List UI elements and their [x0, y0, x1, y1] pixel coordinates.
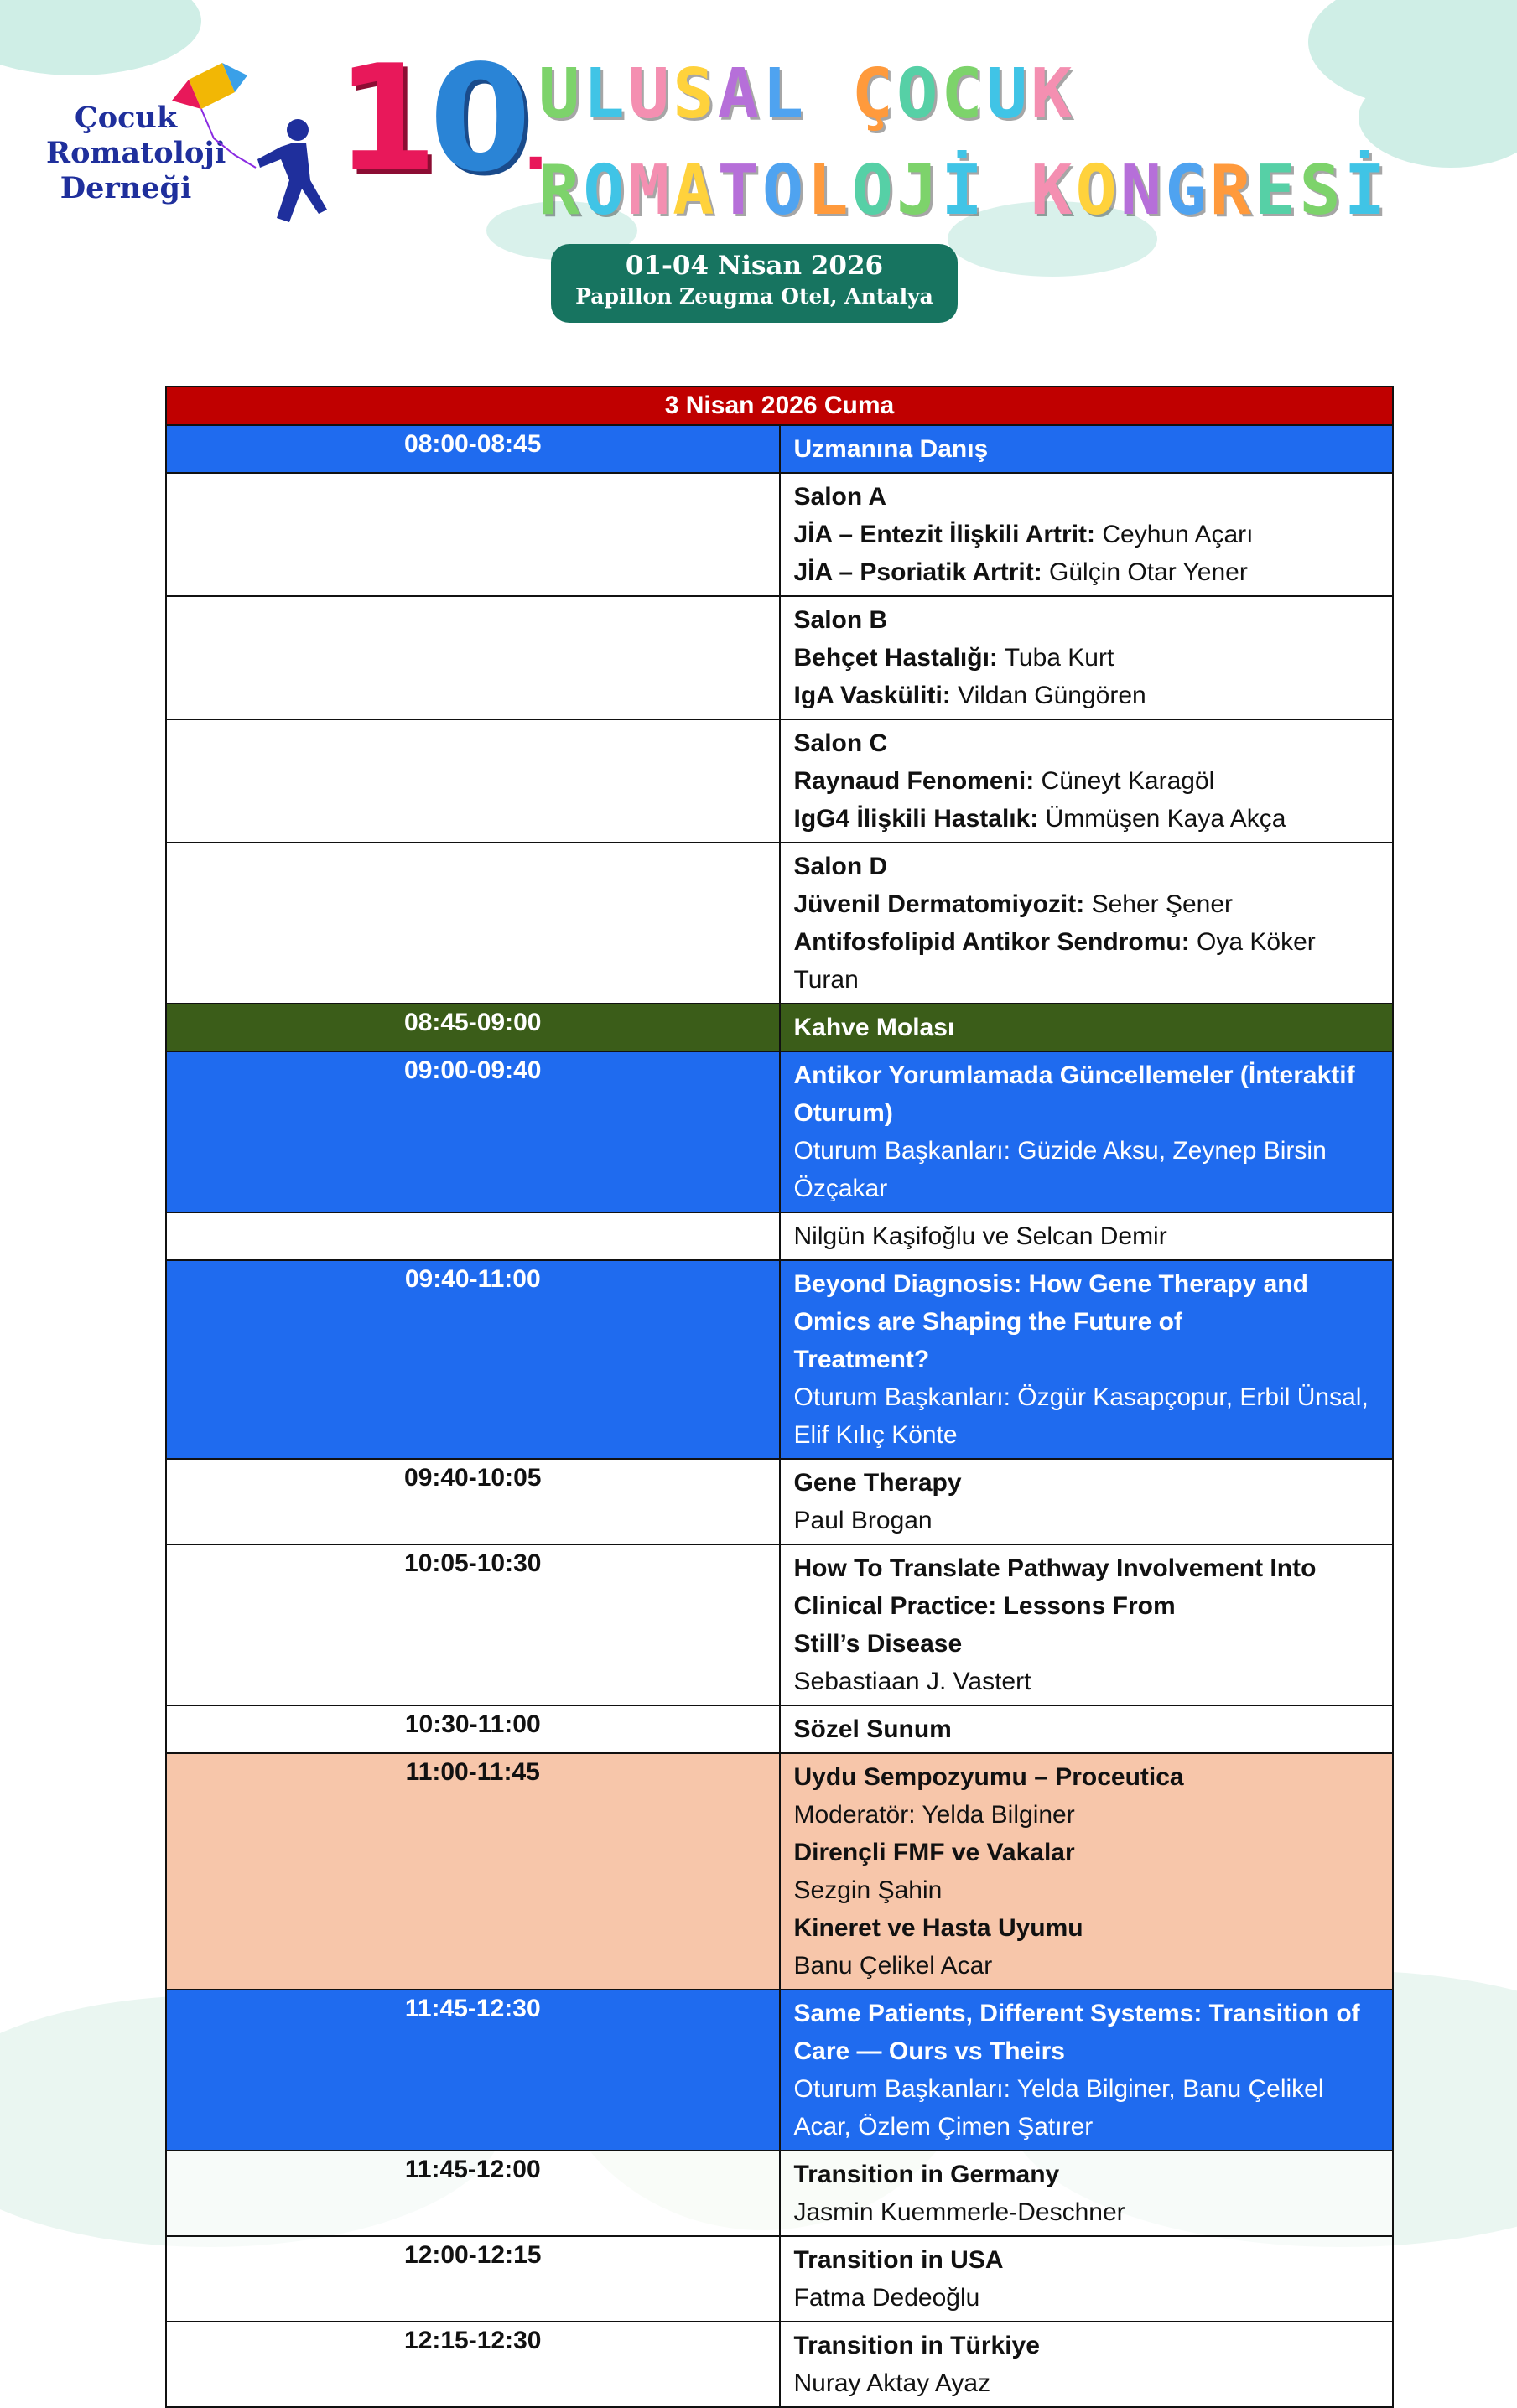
session-line: [794, 1947, 1379, 1985]
session-line: [794, 848, 1379, 885]
session-text: Oya Köker Turan: [793, 928, 1322, 994]
congress-title-line1: ULUSAL ÇOCUK: [538, 54, 1076, 134]
session-text: Oturum Başkanları: Özgür Kasapçopur, Erbil Ünsal, Elif Kılıç Könte: [793, 1383, 1376, 1449]
session-line: [794, 553, 1379, 591]
session-line: [794, 724, 1379, 762]
session-line: [794, 1341, 1379, 1378]
session-time: 12:15-12:30: [166, 2322, 780, 2407]
session-bold-text: Transition in USA: [793, 2246, 1004, 2274]
session-text: Jasmin Kuemmerle-Deschner: [793, 2198, 1125, 2226]
session-line: [794, 923, 1379, 999]
session-time: 10:30-11:00: [166, 1705, 780, 1753]
session-line: [794, 800, 1379, 838]
session-text: Oturum Başkanları: Güzide Aksu, Zeynep Birsin Özçakar: [793, 1137, 1334, 1202]
congress-dates: 01-04 Nisan 2026: [625, 251, 884, 281]
session-content: [780, 719, 1394, 843]
session-text: Ümmüşen Kaya Akça: [1038, 805, 1286, 833]
session-time: [166, 473, 780, 596]
session-time: [166, 719, 780, 843]
session-line: [794, 1834, 1379, 1871]
session-bold-text: Still’s Disease: [793, 1630, 963, 1658]
session-content: [780, 1544, 1394, 1705]
session-text: Nilgün Kaşifoğlu ve Selcan Demir: [793, 1222, 1167, 1250]
schedule-row: [166, 425, 1393, 473]
session-time: 09:40-10:05: [166, 1459, 780, 1544]
session-time: [166, 1212, 780, 1260]
schedule-row: [166, 843, 1393, 1004]
schedule-row: [166, 1260, 1393, 1459]
session-line: [794, 1265, 1379, 1341]
session-bold-text: Salon A: [793, 483, 887, 511]
session-bold-text: Kahve Molası: [793, 1014, 955, 1041]
session-line: [794, 516, 1379, 553]
session-text: Tuba Kurt: [997, 644, 1114, 672]
session-bold-text: Uydu Sempozyumu – Proceutica: [793, 1763, 1184, 1791]
session-line: [794, 639, 1379, 677]
session-line: [794, 1464, 1379, 1502]
schedule-row: [166, 719, 1393, 843]
session-line: [794, 1378, 1379, 1454]
session-line: [794, 1796, 1379, 1834]
schedule-row: [166, 2236, 1393, 2322]
session-line: [794, 1009, 1379, 1046]
session-content: [780, 2151, 1394, 2236]
session-line: [794, 1871, 1379, 1909]
session-content: [780, 1753, 1394, 1990]
session-text: Nuray Aktay Ayaz: [793, 2369, 991, 2397]
session-line: [794, 601, 1379, 639]
session-bold-text: Transition in Türkiye: [793, 2332, 1040, 2359]
session-content: [780, 1459, 1394, 1544]
session-content: [780, 596, 1394, 719]
session-time: [166, 596, 780, 719]
session-bold-text: Antifosfolipid Antikor Sendromu:: [793, 928, 1190, 956]
session-text: Sebastiaan J. Vastert: [793, 1668, 1031, 1695]
session-text: Sezgin Şahin: [793, 1876, 943, 1904]
session-text: Banu Çelikel Acar: [793, 1952, 993, 1980]
schedule-row: [166, 1212, 1393, 1260]
session-line: [794, 1625, 1379, 1663]
day-header: 3 Nisan 2026 Cuma: [166, 387, 1393, 425]
session-line: [794, 1132, 1379, 1207]
session-bold-text: Antikor Yorumlamada Güncellemeler (İnteraktif Oturum): [793, 1061, 1355, 1127]
session-bold-text: Treatment?: [793, 1346, 930, 1373]
date-venue-badge: [551, 244, 958, 323]
session-text: Cüneyt Karagöl: [1034, 767, 1215, 795]
session-time: [166, 843, 780, 1004]
session-text: Vildan Güngören: [950, 682, 1146, 709]
schedule-row: [166, 1990, 1393, 2151]
session-bold-text: Transition in Germany: [793, 2161, 1060, 2188]
session-bold-text: Beyond Diagnosis: How Gene Therapy and Omics are Shaping the Future of: [793, 1270, 1308, 1336]
session-text: Oturum Başkanları: Yelda Bilginer, Banu Çelikel Acar, Özlem Çimen Şatırer: [793, 2075, 1330, 2141]
session-time: 08:45-09:00: [166, 1004, 780, 1051]
session-bold-text: Raynaud Fenomeni:: [793, 767, 1035, 795]
session-bold-text: How To Translate Pathway Involvement Into Clinical Practice: Lessons From: [793, 1554, 1317, 1620]
session-content: [780, 1051, 1394, 1212]
session-time: 12:00-12:15: [166, 2236, 780, 2322]
session-text: Paul Brogan: [793, 1507, 933, 1534]
schedule-row: [166, 1753, 1393, 1990]
session-line: [794, 1663, 1379, 1700]
session-line: [794, 1549, 1379, 1625]
session-bold-text: IgA Vasküliti:: [793, 682, 951, 709]
session-time: 08:00-08:45: [166, 425, 780, 473]
schedule-row: [166, 1705, 1393, 1753]
session-line: [794, 1056, 1379, 1132]
session-time: 09:40-11:00: [166, 1260, 780, 1459]
session-line: [794, 2070, 1379, 2146]
session-line: [794, 2364, 1379, 2402]
session-text: Fatma Dedeoğlu: [793, 2284, 980, 2312]
session-bold-text: Sözel Sunum: [793, 1715, 952, 1743]
schedule-row: [166, 1051, 1393, 1212]
logo-text: Çocuk Romatoloji Derneği: [46, 101, 226, 205]
session-line: [794, 762, 1379, 800]
session-text: Gülçin Otar Yener: [1042, 558, 1248, 586]
session-bold-text: Kineret ve Hasta Uyumu: [793, 1914, 1083, 1942]
session-time: 11:45-12:00: [166, 2151, 780, 2236]
schedule-row: [166, 596, 1393, 719]
session-bold-text: Behçet Hastalığı:: [793, 644, 998, 672]
session-time: 10:05-10:30: [166, 1544, 780, 1705]
session-line: [794, 2156, 1379, 2193]
session-line: [794, 478, 1379, 516]
session-line: [794, 430, 1379, 468]
session-line: [794, 1758, 1379, 1796]
congress-number: 10.: [335, 34, 540, 205]
session-time: 11:45-12:30: [166, 1990, 780, 2151]
session-bold-text: Uzmanına Danış: [793, 435, 989, 463]
session-line: [794, 1217, 1379, 1255]
session-bold-text: JİA – Entezit İlişkili Artrit:: [793, 521, 1096, 548]
schedule-row: [166, 1004, 1393, 1051]
session-content: [780, 1212, 1394, 1260]
session-line: [794, 2279, 1379, 2317]
schedule-row: [166, 2322, 1393, 2407]
session-text: Moderatör: Yelda Bilginer: [793, 1801, 1075, 1829]
session-line: [794, 885, 1379, 923]
session-content: [780, 1705, 1394, 1753]
congress-title-line2: ROMATOLOJİ KONGRESİ: [538, 151, 1390, 231]
session-text: Ceyhun Açarı: [1095, 521, 1254, 548]
session-line: [794, 1502, 1379, 1539]
session-text: Seher Şener: [1084, 890, 1234, 918]
session-bold-text: Salon C: [793, 729, 888, 757]
session-bold-text: Dirençli FMF ve Vakalar: [793, 1839, 1075, 1866]
session-bold-text: Jüvenil Dermatomiyozit:: [793, 890, 1085, 918]
schedule-row: [166, 1459, 1393, 1544]
session-bold-text: Salon B: [793, 606, 888, 634]
session-line: [794, 2241, 1379, 2279]
session-bold-text: Gene Therapy: [793, 1469, 962, 1497]
program-table: [165, 386, 1394, 2408]
kite-child-icon: [155, 63, 340, 239]
session-line: [794, 2327, 1379, 2364]
schedule-row: [166, 473, 1393, 596]
organization-logo: [46, 75, 298, 235]
session-line: [794, 677, 1379, 714]
session-content: [780, 1990, 1394, 2151]
session-content: [780, 2236, 1394, 2322]
session-time: 11:00-11:45: [166, 1753, 780, 1990]
session-line: [794, 2193, 1379, 2231]
session-bold-text: JİA – Psoriatik Artrit:: [793, 558, 1042, 586]
day-header-row: [166, 387, 1393, 425]
schedule-row: [166, 2151, 1393, 2236]
session-content: [780, 425, 1394, 473]
session-content: [780, 1004, 1394, 1051]
schedule-row: [166, 1544, 1393, 1705]
session-bold-text: Same Patients, Different Systems: Transition of Care — Ours vs Theirs: [793, 2000, 1360, 2065]
session-line: [794, 1995, 1379, 2070]
session-bold-text: IgG4 İlişkili Hastalık:: [793, 805, 1039, 833]
congress-venue: Papillon Zeugma Otel, Antalya: [575, 284, 933, 309]
session-bold-text: Salon D: [793, 853, 888, 880]
session-line: [794, 1710, 1379, 1748]
session-content: [780, 1260, 1394, 1459]
session-content: [780, 2322, 1394, 2407]
session-content: [780, 843, 1394, 1004]
session-content: [780, 473, 1394, 596]
session-line: [794, 1909, 1379, 1947]
session-time: 09:00-09:40: [166, 1051, 780, 1212]
